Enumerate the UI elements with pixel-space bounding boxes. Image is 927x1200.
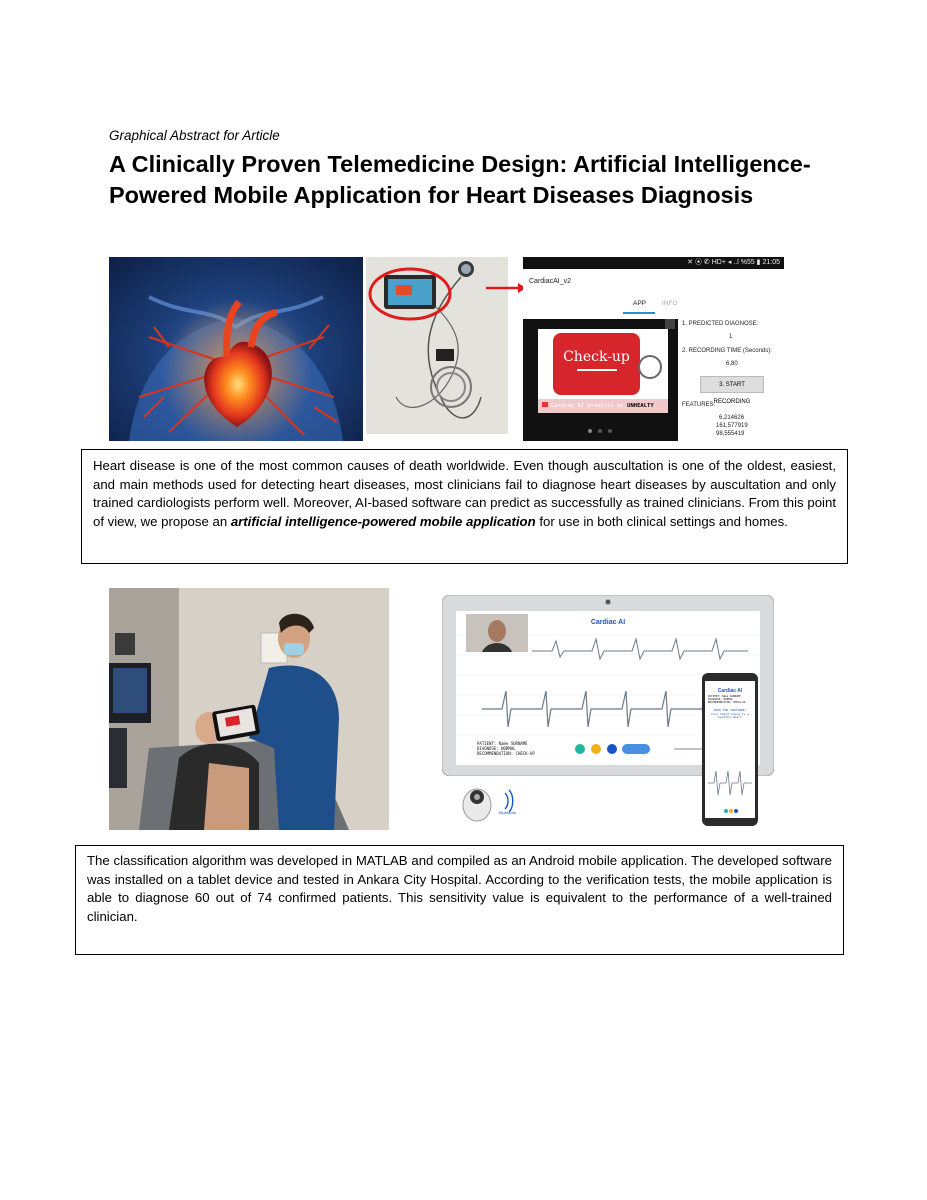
article-title: A Clinically Proven Telemedicine Design: Artificial Intelligence-Powered Mobile Application for Heart Diseases Diagnosis: [109, 151, 811, 208]
bluetooth-label: Bluetooth: [499, 810, 516, 815]
tablet-app-title: Cardiac AI: [590, 619, 626, 626]
checkup-image: [538, 329, 668, 399]
predicted-diagnose-label: 1. PREDICTED DIAGNOSE:: [682, 321, 759, 327]
tab-info[interactable]: INFO: [662, 300, 678, 307]
tablet-patient-line: PATIENT: Name SURNAME: [477, 741, 528, 746]
app-status-bar: ✕ ⦿ ✆ HD+ ◂ ..l %55 ▮ 21:05: [523, 257, 784, 269]
feature-value: 6,214626: [719, 415, 745, 421]
results-text: The classification algorithm was developed in MATLAB and compiled as an Android mobile application. The developed software was installed on a tablet device and tested in Ankara City Hospital. According to the verification tests, the mobile application is able to diagnose 60 out of 74 confirmed patients. This sensitivity value is equivalent to the performance of a well-trained clinician.: [87, 853, 832, 924]
predicted-diagnose-value: 1: [729, 334, 733, 340]
sensor-device-svg: [461, 783, 531, 823]
pager-dot-icon: [598, 429, 602, 433]
summary-box-2: [75, 845, 844, 955]
phone-mockup: [702, 673, 758, 826]
checkup-badge-text: Check-up: [563, 349, 630, 365]
red-arrow-icon: [486, 280, 526, 296]
tablet-patient-line: RECOMMENDATION: CHECK-UP: [477, 751, 535, 756]
tablet-patient-info: [477, 741, 535, 756]
summary-emphasis: artificial intelligence-powered mobile application: [230, 513, 536, 529]
summary-box-1: [81, 449, 848, 564]
summary-text-end: for use in both clinical settings and homes.: [535, 513, 788, 529]
start-recording-button[interactable]: 3. START RECORDING: [700, 376, 764, 393]
recording-time-value: 6,80: [726, 361, 738, 367]
alert-icon: [542, 402, 548, 407]
feature-value: 161,577919: [716, 423, 748, 429]
app-result-panel: [523, 319, 678, 441]
tab-app[interactable]: APP: [633, 300, 647, 307]
heart-illustration-svg: [109, 257, 363, 441]
heart-illustration: [109, 257, 363, 441]
sensor-device: [461, 783, 531, 823]
feature-value: 98,555419: [716, 431, 745, 437]
phone-patient-line: RECOMMENDATION: CHECK-UP: [708, 701, 746, 705]
prediction-result: UNHEALTY: [627, 403, 654, 409]
clinic-photo-svg: [109, 588, 389, 830]
prediction-banner: [538, 399, 668, 413]
app-title: CardiacAI_v2: [529, 278, 572, 285]
features-label: FEATURES:: [682, 402, 716, 408]
pager-dot-icon: [588, 429, 592, 433]
phone-message: GOOD FOR CONTINUE! Your heart sound is a healthy heart: [711, 708, 749, 720]
stethoscope-icon: [638, 355, 662, 379]
graphical-abstract-kicker: Graphical Abstract for Article: [109, 128, 280, 143]
pager-dot-icon: [608, 429, 612, 433]
phone-patient-info: [708, 695, 745, 705]
recording-time-label: 2. RECORDING TIME (Seconds):: [682, 348, 772, 354]
checkup-badge: [553, 333, 640, 395]
summary-text: Heart disease is one of the most common causes of death worldwide. Even though auscultation is one of the oldest, easiest, and main methods used for detecting heart diseases, most clinicians fail to diagnose heart diseases by auscultation and only trained cardiologists perform well. Moreover, AI-based software can predict as successfully as trained clinicians. From this point of view, we propose an: [93, 458, 836, 529]
ecg-line-icon: [577, 369, 617, 371]
tablet-patient-line: DIAGNOSE: NORMAL: [477, 746, 516, 751]
expand-icon[interactable]: [665, 319, 675, 329]
prediction-banner-text: Cardiac AI predicts as: [551, 403, 628, 409]
phone-patient-line: DIAGNOSE: NORMAL: [708, 698, 733, 702]
tab-indicator: [623, 312, 655, 314]
clinic-photo: [109, 588, 389, 830]
phone-patient-line: PATIENT: Name SURNAME: [708, 695, 741, 698]
app-screenshot: [523, 257, 784, 441]
phone-app-title: Cardiac AI: [717, 688, 743, 694]
